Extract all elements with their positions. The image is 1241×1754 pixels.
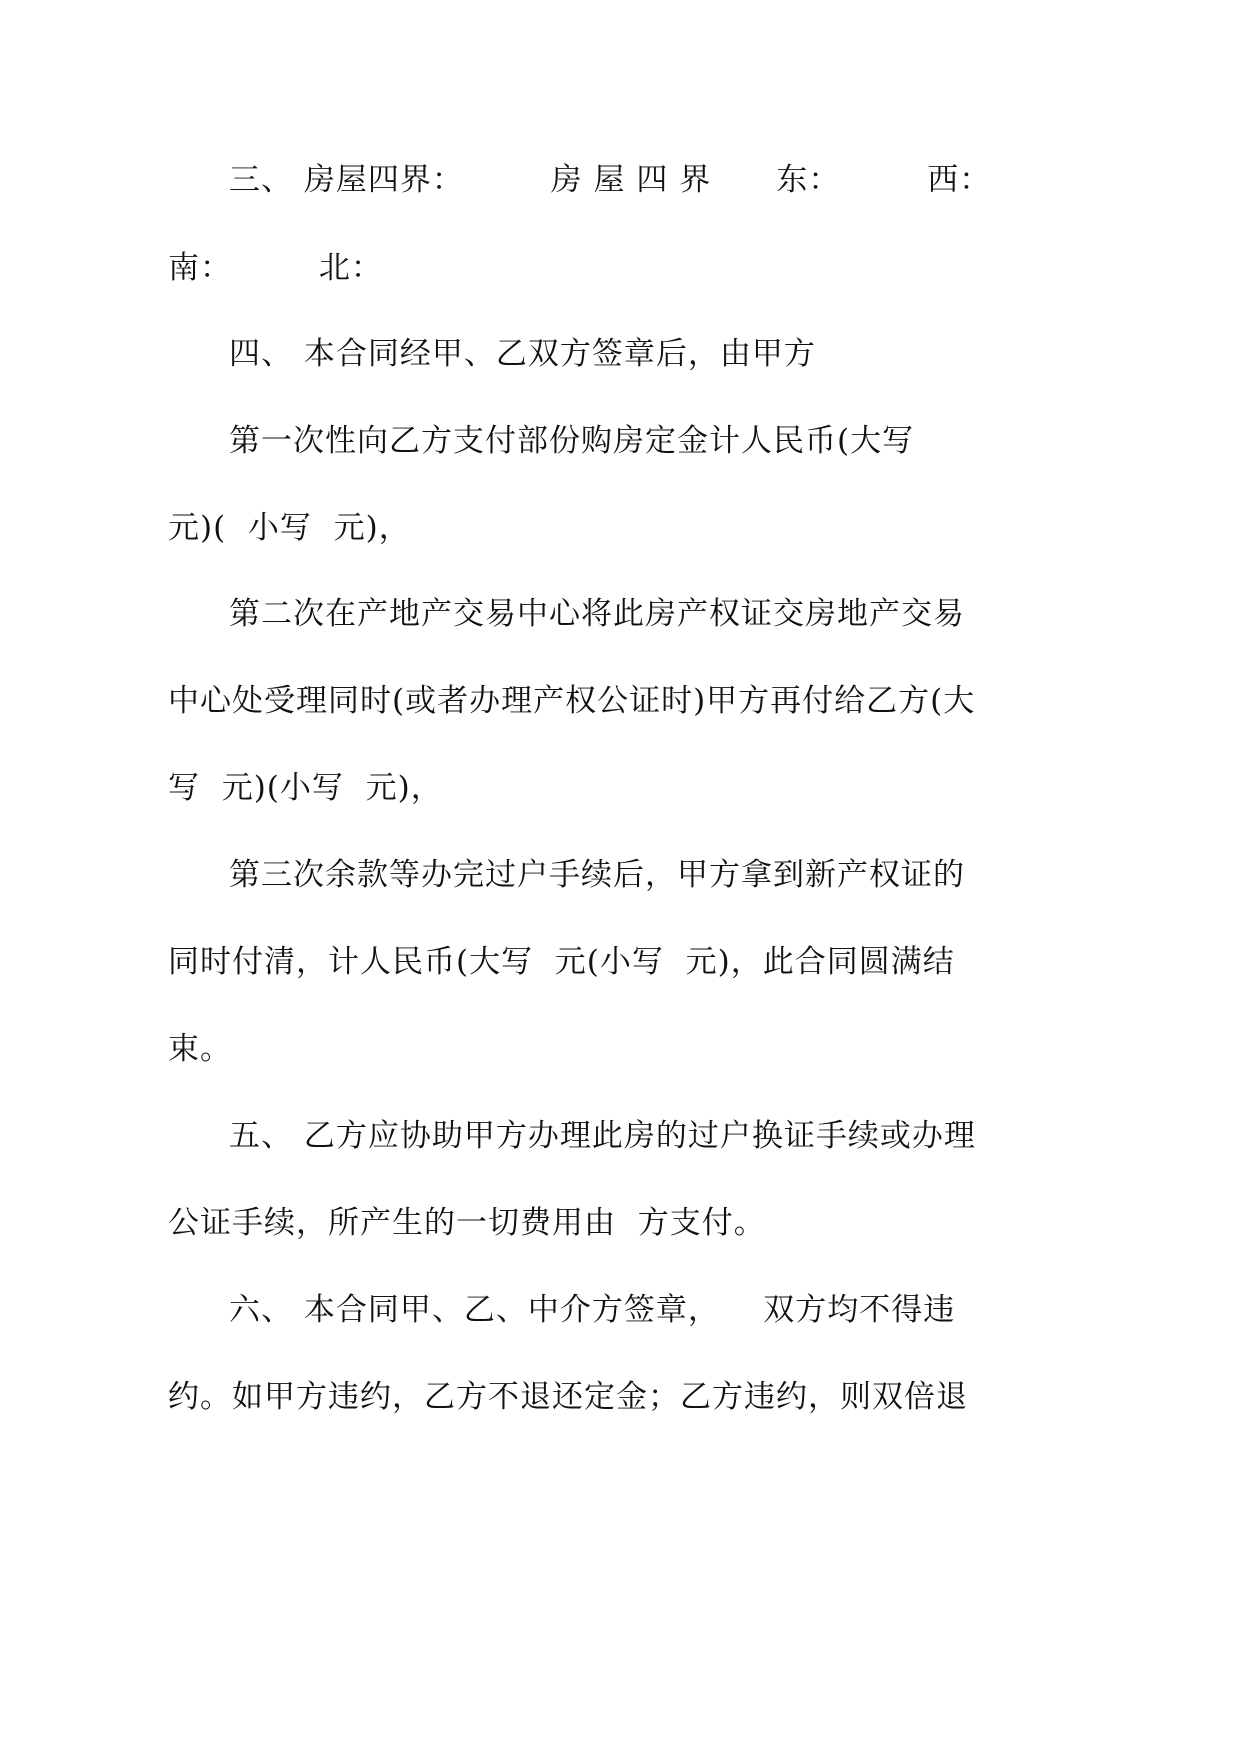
clause-4-first-payment-cont: 元)( 小写 元)， [168, 510, 411, 546]
clause-3-boundaries: 三、 房屋四界： 房 屋 四 界 东： 西： [229, 162, 992, 198]
clause-3-boundaries-cont: 南： 北： [168, 250, 383, 286]
clause-4-third-payment: 第三次余款等办完过户手续后，甲方拿到新产权证的 [229, 857, 965, 893]
clause-4-first-payment: 第一次性向乙方支付部份购房定金计人民币(大写 [229, 423, 915, 459]
clause-4-second-payment-cont-1: 中心处受理同时(或者办理产权公证时)甲方再付给乙方(大 [168, 683, 976, 719]
clause-4-second-payment-cont-2: 写 元)(小写 元)， [168, 770, 443, 806]
clause-4-intro: 四、 本合同经甲、乙双方签章后，由甲方 [229, 336, 816, 372]
clause-6: 六、 本合同甲、乙、中介方签章， 双方均不得违 [229, 1292, 956, 1328]
clause-4-second-payment: 第二次在产地产交易中心将此房产权证交房地产交易 [229, 596, 965, 632]
clause-4-third-payment-cont-2: 束。 [168, 1031, 232, 1067]
clause-4-third-payment-cont-1: 同时付清，计人民币(大写 元(小写 元)，此合同圆满结 [168, 944, 955, 980]
clause-5-cont: 公证手续，所产生的一切费用由 方支付。 [168, 1205, 766, 1241]
clause-5: 五、 乙方应协助甲方办理此房的过户换证手续或办理 [229, 1118, 976, 1154]
clause-6-cont: 约。如甲方违约，乙方不退还定金；乙方违约，则双倍退 [168, 1379, 968, 1415]
